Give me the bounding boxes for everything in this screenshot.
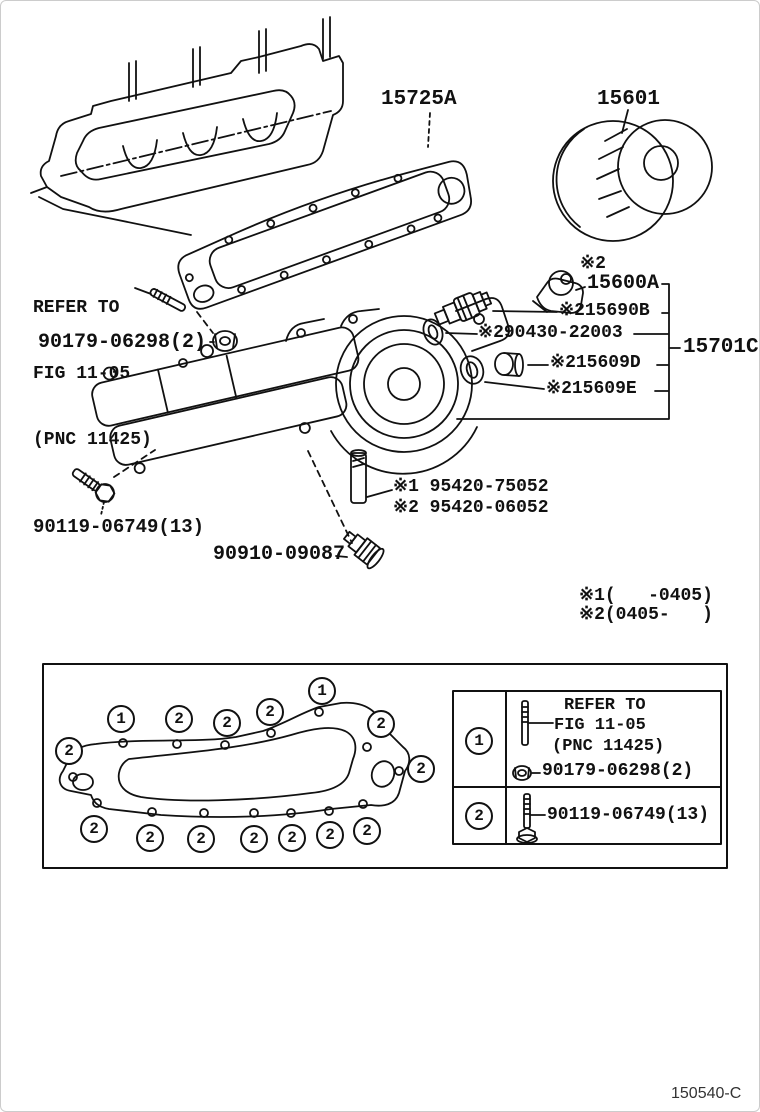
legend-refer-line2: FIG 11-05 xyxy=(554,716,646,735)
legend-row2-part: 90119-06749(13) xyxy=(547,805,710,825)
figure-code: 150540-C xyxy=(671,1085,742,1102)
callout-2: 2 xyxy=(367,710,395,738)
label-plug: ※215609D xyxy=(550,353,641,373)
callout-2: 2 xyxy=(80,815,108,843)
legend-row1-part: 90179-06298(2) xyxy=(542,761,694,781)
applicability-note1: ※1( -0405) xyxy=(579,586,713,606)
label-pipe-variant2: ※2 95420-06052 xyxy=(393,498,549,518)
oil-filter-art xyxy=(553,110,712,241)
seal-leader xyxy=(485,382,544,389)
union-dashed-line xyxy=(308,451,352,543)
callout-2: 2 xyxy=(165,705,193,733)
legend-refer-line3: (PNC 11425) xyxy=(552,737,665,756)
pipe-leader xyxy=(367,490,392,497)
refer-note-line1: REFER TO xyxy=(33,298,120,318)
callout-2: 2 xyxy=(407,755,435,783)
nut-art xyxy=(210,331,237,351)
callout-1: 1 xyxy=(107,705,135,733)
legend-bolt-icon xyxy=(517,794,545,843)
label-oil-cooler-gasket: 15725A xyxy=(381,88,457,111)
oil-cooler-gasket-art xyxy=(172,149,479,312)
callout-2: 2 xyxy=(213,709,241,737)
label-oil-cooler-assembly: 15701C xyxy=(683,336,759,359)
legend-callout-2: 2 xyxy=(465,802,493,830)
legend-stud-icon xyxy=(522,701,553,745)
stud-dashed-line xyxy=(197,312,213,333)
callout-2: 2 xyxy=(316,821,344,849)
legend-refer-line1: REFER TO xyxy=(564,696,646,715)
label-switch-note: ※2 xyxy=(580,254,606,274)
callout-2: 2 xyxy=(278,824,306,852)
refer-note-line3: (PNC 11425) xyxy=(33,430,152,450)
label-oil-pressure-switch: 15600A xyxy=(587,272,660,295)
washer-art xyxy=(420,317,446,348)
washer-leader xyxy=(446,333,477,334)
label-flange-bolt: 90119-06749(13) xyxy=(33,516,205,538)
label-pipe-variant1: ※1 95420-75052 xyxy=(393,477,549,497)
callout-1: 1 xyxy=(308,677,336,705)
plug-art xyxy=(495,353,523,376)
callout-2: 2 xyxy=(55,737,83,765)
callout-2: 2 xyxy=(353,817,381,845)
applicability-note2: ※2(0405- ) xyxy=(579,605,713,625)
label-union-bolt: 90910-09087 xyxy=(213,543,346,566)
engine-block-art xyxy=(31,17,343,235)
label-oil-filter: 15601 xyxy=(597,88,661,111)
label-stud-nut: 90179-06298(2) xyxy=(38,331,207,354)
legend-nut-icon xyxy=(513,766,540,780)
callout-2: 2 xyxy=(187,825,215,853)
callout-2: 2 xyxy=(240,825,268,853)
relief-valve-leader xyxy=(493,311,557,312)
label-seal-ring: ※215609E xyxy=(546,379,637,399)
refer-note-block xyxy=(33,253,152,473)
stud-bolt-art xyxy=(149,287,186,312)
callout-2: 2 xyxy=(136,824,164,852)
refer-note-line2: FIG 11-05 xyxy=(33,364,131,384)
union-plug-art xyxy=(339,526,386,570)
flange-bolt-leader xyxy=(101,502,104,515)
callout-2: 2 xyxy=(256,698,284,726)
label-relief-valve: ※215690B xyxy=(559,301,650,321)
legend-callout-1: 1 xyxy=(465,727,493,755)
diagram-line-art xyxy=(1,1,760,1112)
label-gasket-90430: ※290430-22003 xyxy=(478,323,623,343)
gasket-leader-line xyxy=(428,113,430,147)
